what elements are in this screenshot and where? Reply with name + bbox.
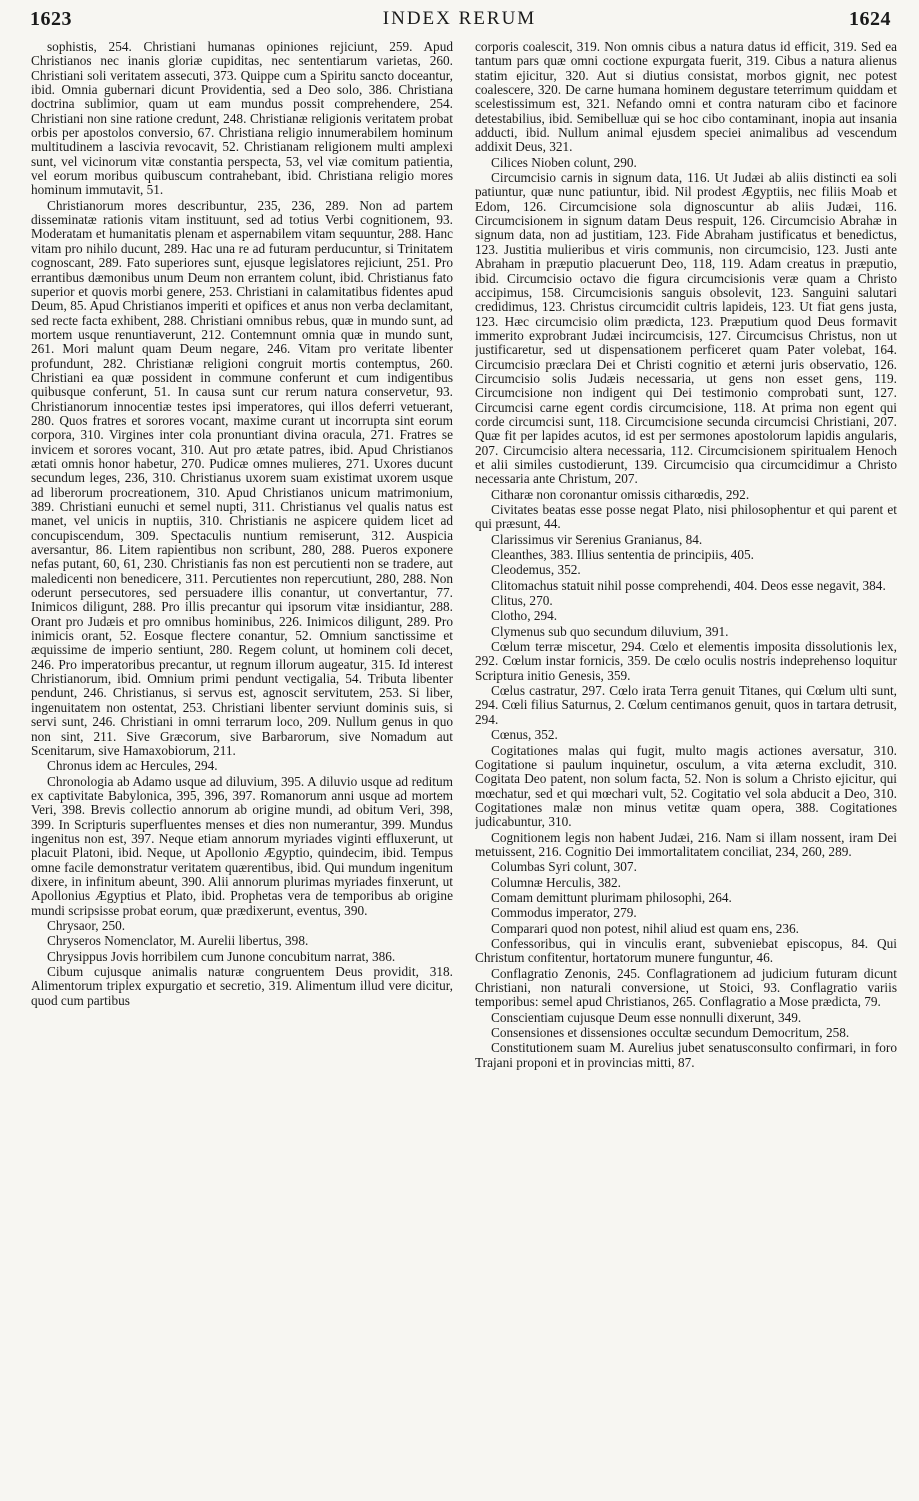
left-column xyxy=(31,40,453,1495)
index-entry: Commodus imperator, 279. xyxy=(491,905,637,921)
index-entry: Civitates beatas esse posse negat Plato, nisi philosophentur et qui parent et qui præsunt, 44. xyxy=(475,502,897,532)
index-entry: Chrysaor, 250. xyxy=(47,917,126,933)
index-entry: Chronus idem ac Hercules, 294. xyxy=(47,758,218,774)
index-entry: Cœnus, 352. xyxy=(491,727,558,743)
index-entry: Cibum cujusque animalis naturæ congruentem Deus providit, 318. Alimentorum triplex expurgatio et secretio, 319. Alimentum illud vere dicitur, quod cum partibus xyxy=(31,964,453,1008)
index-entry: Chrysippus Jovis horribilem cum Junone concubitum narrat, 386. xyxy=(47,948,396,964)
page-header xyxy=(0,0,919,36)
index-entry: Confessoribus, qui in vinculis erant, subveniebat episcopus, 84. Qui Christum confitentur, hortatorum munere funguntur, 46. xyxy=(475,935,897,966)
index-entry: Clotho, 294. xyxy=(491,608,558,624)
index-entry: Comam demittunt plurimam philosophi, 264. xyxy=(491,889,732,905)
index-entry: corporis coalescit, 319. Non omnis cibus a natura datus id efficit, 319. Sed ea tantum pars quæ omni coctione expurgata fuerit, 319. Cibus a natura alienus statim ejicitur, 320. Aut si diutius consistat, morbos gignit, nec potest coalescere, 320. De carne humana hominem degustare teterrimum quiddam et scelestissimum est, 321. Nefando omni et contra naturam cibo et facinore detestabilius, ibid. Semibelluæ qui se hoc cibo contaminant, inopia aut insania adducti, ibid. Nullum animal ejusdem speciei animalibus ad vescendum addixit Deus, 321. xyxy=(475,40,897,155)
index-entry: Cogitationes malas qui fugit, multo magis actiones aversatur, 310. Cogitatione si paulum inquinetur, osculum, a vita æterna excludit, 310. Cogitata Deo patent, non solum facta, 52. Non is solum a Christo ejicitur, qui mœchatur, sed et qui mœchari vult, 52. Cogitatio vel sola abducit a Deo, 310. Cogitationes malæ non minus vetitæ quam opera, 388. Cogitationes judicabuntur, 310. xyxy=(475,742,897,830)
right-column xyxy=(475,40,897,1495)
page-number-left: 1623 xyxy=(30,8,72,30)
index-entry: Chronologia ab Adamo usque ad diluvium, 395. A diluvio usque ad reditum ex captivitate Babylonica, 395, 396, 397. Romanorum anni usque ad mortem Veri, 398. Brevis collectio annorum ab origine mundi, ad obitum Veri, 398, 399. In Scripturis superfluentes menses et dies non numerantur, 399. Mundus ingenitus non est, 397. Neque etiam annorum myriades viginti effluxerunt, ut placuit Platoni, ibid. Neque, ut Apollonio Ægyptio, quindecim, ibid. Tempus omne facile demonstratur veritatem quærentibus, ibid. Qui mundum ingenitum dixere, in infinitum abeunt, 390. Alii annorum plurimas myriades finxerunt, ut Apollonius Ægyptius et Plato, ibid. Prophetas vera de temporibus ab origine mundi scripsisse probat eorum, quæ prædixerunt, eventus, 390. xyxy=(31,773,453,918)
index-entry: Conscientiam cujusque Deum esse nonnulli dixerunt, 349. xyxy=(491,1009,802,1025)
index-entry: Columnæ Herculis, 382. xyxy=(491,874,622,890)
index-entry: Clitomachus statuit nihil posse comprehendi, 404. Deos esse negavit, 384. xyxy=(491,577,886,593)
page-number-right: 1624 xyxy=(849,8,891,30)
index-entry: Christianorum mores describuntur, 235, 236, 289. Non ad partem disseminatæ rationis vitam instituunt, sed ad totius Verbi cognitionem, 93. Moderatam et humanitatis plenam et aspernabilem vitam sequuntur, 288. Hanc vitam pro nihilo ducunt, 289. Hac una re ad futuram perducuntur, si Trinitatem cognoscant, 289. Fato superiores sunt, ejusque legislatores rejiciunt, 251. Pro errantibus dæmonibus unum Deum non errantem colunt, ibid. Christianus fato superior et quovis morbi genere, 253. Christiani in calamitatibus fidentes apud Deum, 85. Apud Christianos imperiti et opifices et anus non verba declamitant, sed recte facta exhibent, 288. Christiani omnibus rebus, quæ in mundo sunt, ad mortem usque renuntiaverunt, 212. Contemnunt omnia quæ in mundo sunt, 261. Mori malunt quam Deum negare, 246. Vitam pro veritate libenter profundunt, 282. Christianæ religioni congruit mortis contemptus, 260. Christiani ea quæ possident in commune conferunt et cum indigentibus quibusque conferunt, 51. In causa sunt cur rerum natura conservetur, 93. Christianorum innocentiæ testes ipsi imperatores, qui illos deferri vetuerant, 280. Quos fratres et sorores vocant, maxime curant ut incorrupta sint eorum corpora, 310. Virgines inter cola pronuntiant divina oracula, 271. Fratres se invicem et sorores vocant, 310. Aut pro ætate patres, ibid. Apud Christianos ætati omnis honor habetur, 270. Pudicæ omnes mulieres, 271. Uxores ducunt secundum leges, 236, 310. Christianus uxorem suam existimat uxorem usque ad liberorum procreationem, 310. Apud Christianos unicum matrimonium, 389. Christiani eunuchi et semel nupti, 311. Christianus vel qualis natus est manet, vel unicis in nuptiis, 310. Christianis ne aspicere quidem licet ad concupiscendum, 309. Spectaculis nuntium remiserunt, 312. Auspicia aversantur, 86. Litem rapientibus non scribunt, 280, 288. Pueros exponere nefas putant, 60, 61, 230. Christianis fas non est percutienti non se tradere, aut maledicenti non benedicere, 311. Percutientes non repercutiunt, 280, 288. Non oderunt persecutores, sed persuadere illis conantur, ut convertantur, 77. Inimicos diligunt, 288. Pro illis precantur qui ipsorum vitæ insidiantur, 288. Orant pro Judæis et pro omnibus hominibus, 226. Inimicos diligunt, 289. Pro inimicis orant, 52. Eosque flectere conantur, 52. Omnium sanctissime et æquissime de imperio sentiunt, 280. Regem colunt, ut hominem coli decet, 246. Pro imperatoribus precantur, ut regnum illorum augeatur, 315. Id interest Christianorum, ibid. Omnium primi pendunt vectigalia, 54. Tributa libenter pendunt, 246. Christianus, si servus est, agnoscit servitutem, 253. Si liber, ingenuitatem non ostentat, 253. Christiani libenter serviunt dominis suis, si servi sunt, 246. Christiani in omni terrarum loco, 209. Nullum genus in quo non sint, 211. Sive Græcorum, sive Barbarorum, sive Nomadum aut Scenitarum, sive Hamaxobiorum, 211. xyxy=(31,197,453,758)
index-entry: Constitutionem suam M. Aurelius jubet senatusconsulto confirmari, in foro Trajani proponi et in provincias mitti, 87. xyxy=(475,1040,897,1070)
index-entry: Consensiones et dissensiones occultæ secundum Democritum, 258. xyxy=(491,1025,850,1041)
index-entry: Cœlus castratur, 297. Cœlo irata Terra genuit Titanes, qui Cœlum ulti sunt, 294. Cœli filius Saturnus, 2. Cœlum centimanos genuit, quos in tartara detrusit, 294. xyxy=(475,683,897,727)
index-entry: Columbas Syri colunt, 307. xyxy=(491,859,637,875)
index-entry: Clymenus sub quo secundum diluvium, 391. xyxy=(491,623,729,639)
index-entry: Comparari quod non potest, nihil aliud est quam ens, 236. xyxy=(491,920,800,936)
index-entry: Chryseros Nomenclator, M. Aurelii libertus, 398. xyxy=(47,933,309,949)
index-entry: Cœlum terræ miscetur, 294. Cœlo et elementis imposita dissolutionis lex, 292. Cœlum instar fornicis, 359. De cœlo oculis nostris indeprehenso loquitur Scriptura initio Genesis, 359. xyxy=(475,639,897,683)
index-entry: Cognitionem legis non habent Judæi, 216. Nam si illam nossent, iram Dei metuissent, 216. Cognitio Dei immortalitatem conciliat, 234, 260, 289. xyxy=(475,829,897,859)
index-entry: Cilices Nioben colunt, 290. xyxy=(491,154,637,170)
index-entry: Clarissimus vir Serenius Granianus, 84. xyxy=(491,531,703,547)
index-entry: Clitus, 270. xyxy=(491,593,553,609)
running-title: INDEX RERUM xyxy=(382,8,537,29)
index-entry: Conflagratio Zenonis, 245. Conflagrationem ad judicium futuram dicunt Christiani, non naturali conversione, ut Stoici, 93. Conflagratio variis temporibus: semel apud Christianos, 265. Conflagratio a Mose prædicta, 79. xyxy=(475,965,897,1010)
index-entry: Circumcisio carnis in signum data, 116. Ut Judæi ab aliis distincti ea soli patiuntur, quæ nunc patiuntur, ibid. Nil prodest Ægyptiis, nec filiis Moab et Edom, 126. Circumcisione sola dignoscuntur ab aliis Judæi, 116. Circumcisionem in signum datam Deus respuit, 126. Circumcisio Abrahæ in signum data, non ad justitiam, 123. Fide Abraham justificatus et benedictus, 123. Justitia mulieribus et viris communis, non circumcisio, 123. Justi ante Abraham in præputio placuerunt Deo, 118, 119. Adam creatus in præputio, ibid. Circumcisio octavo die figura circumcisionis veræ quam a Christo accipimus, 158. Circumcisionis sanguis obsolevit, 123. Sanguini salutari credidimus, 123. Christus circumcidit cultris lapideis, 123. Ut fiat gens justa, 123. Hæc circumcisio olim prædicta, 123. Præputium quod Deus formavit immerito exprobrant Judæi incircumcisis, 127. Circumcisus Christus, non ut justificaretur, sed ut dispensationem perficeret quam Pater volebat, 164. Circumcisio præclara Dei et Christi cognitio et æterni juris observatio, 126. Circumcisio solis Judæis necessaria, ut gens non esset gens, 119. Circumcisione non indigent qui Dei testimonio comprobati sunt, 127. Circumcisi carne egent cordis circumcisione, 118. At prima non egent qui corde circumcisi sunt, 118. Circumcisione secunda circumcisi Christiani, 207. Quæ fit per lapides acutos, id est per sermones apostolorum lapidis angularis, 207. Circumcisio altera necessaria, 112. Circumcisionem spiritualem Henoch et alii similes custodierunt, 139. Circumcisio qua circumcidimur a Christo necessaria ante Christum, 207. xyxy=(475,170,897,487)
index-entry: Cleanthes, 383. Illius sententia de principiis, 405. xyxy=(491,547,754,563)
index-entry: Cleodemus, 352. xyxy=(491,562,581,578)
index-entry: sophistis, 254. Christiani humanas opiniones rejiciunt, 259. Apud Christianos nec inanis gloriæ cupiditas, nec sententiarum varietas, 260. Christiani soli veritatem assecuti, 373. Quippe cum a Spiritu sancto doceantur, ibid. Omnia gubernari dicunt Providentia, sed a Deo solo, 386. Christiana doctrina sublimior, quam ut eam mundus possit comprehendere, 254. Christiani non sine ratione credunt, 248. Christianæ religionis veritatem probat orbis per apostolos conversio, 67. Christiana religio innumerabilem hominum multitudinem a lascivia revocavit, 52. Christianam religionem multi amplexi sunt, vel vicinorum vitæ constantia perspecta, 53, vel viæ comitum patientia, vel eorum moribus quibuscum contrahebant, ibid. Christiana religio mores hominum immutavit, 51. xyxy=(31,40,453,198)
index-entry: Citharæ non coronantur omissis citharœdis, 292. xyxy=(491,486,750,502)
